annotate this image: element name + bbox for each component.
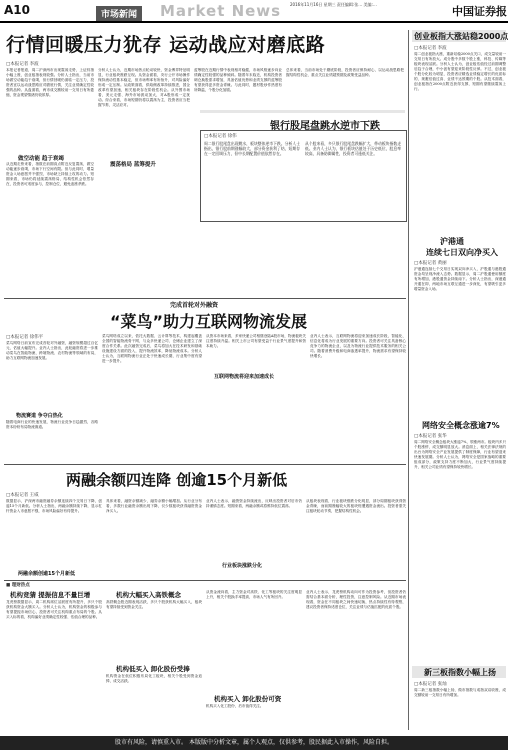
side-byline: □本报记者 徐伟	[204, 134, 237, 139]
bottom-body-4: 从资金流向看，主力资金对高铁、化工等板块的关注度明显上升，相关个股换手率提高，市场人气有所回升。	[206, 590, 302, 599]
lower-byline: □本报记者 王威	[6, 493, 39, 498]
section-english-name: Market News	[160, 2, 282, 20]
lead-byline: □本报记者 李波	[6, 62, 39, 67]
middle-body-col4: 业内人士表示，互联网物流将迎来加速成长阶段，智能化、信息化将成为行业发展的重要方向。投资者可关注具备核心竞争力的物流企业，以及为物流行业提供技术服务的相关公司。随着消费升级和电商渗透率提升，物流需求有望保持较快增长。	[310, 334, 406, 358]
bottom-headline-4: 机构买入 卸化股份可资	[214, 695, 282, 703]
section-name: 市场新闻	[96, 6, 142, 21]
bottom-headline-1: 机构竞猜 提振信息不量巨增	[10, 591, 91, 599]
middle-body-col3: 从资本市场来看，多家快递公司相继登陆A股市场，物流板块关注度持续升温。相关上市公司有望受益于行业景气度提升和资本助力。	[206, 334, 306, 348]
lead-body-col4: 总体来看，当前市场处于磨底阶段，投资者应保持耐心，以运动战思路把握结构性机会，重点关注业绩超预期及政策受益品种。	[286, 68, 404, 77]
middle-body-col1b: 随着电商行业的快速发展，物流行业竞争日趋激烈，各路资本纷纷布局物流赛道。	[6, 420, 98, 429]
lead-headline: 行情回暖压力犹存 运动战应对磨底路	[6, 34, 326, 56]
issue-meta: 2016年11月16日 星期三 责任编辑:张… 美编:…	[290, 2, 377, 7]
right-headline-2b: 连续七日双向净买入	[426, 248, 498, 257]
middle-subhead-1: 物流赛道 争夺白热化	[16, 413, 63, 419]
lead-body-col1b: 从近期走势来看，指数在前期高点附近反复震荡，做空动能逐步衰竭，市场下行空间有限。但与此同时，增量资金入场意愿并不强烈，市场缺乏持续上攻的动力。短期来看，市场仍将延续震荡格局，结构性机会依然存在，投资者可适度参与，控制仓位，避免追涨杀跌。	[6, 162, 94, 186]
lower-body-col4: 从板块表现看，行业板块涨跌分化明显，部分周期板块获得资金青睐，而前期涨幅较大的板块则遭遇资金流出。投资者需关注板块轮动节奏，把握结构性机会。	[306, 499, 406, 513]
right-byline-3: □本报记者 张华	[414, 434, 447, 439]
lead-body-col2: 分析人士认为，近期市场热点轮动较快，资金博弈特征明显，行业板块涨跌互现。从资金面看，央行公开市场操作保持流动性基本稳定，但市场利率有所抬升，对风险偏好形成一定压制。从政策面看，供给侧改革持续推进，国企改革有望加速，相关板块存在阶段性机会。从外围市场看，美元走强、海外市场波动加大，对A股形成一定扰动。综合来看，市场短期仍将以震荡为主，投资者应当把握节奏，灵活应对。	[98, 68, 190, 107]
lower-body-col1: 数据显示，沪深两市融资融券余额连续四个交易日下降，创逾15个月新低。分析人士指出，两融余额持续下降，显示杠杆资金入市意愿不强，市场风险偏好有待提升。	[6, 499, 102, 513]
right-headline-3: 网络安全概念涨逾7%	[422, 421, 500, 430]
bottom-body-3: 机构资金在低位积极布局化工板块，相关个股受到资金追捧，成交活跃。	[106, 674, 202, 683]
middle-byline: □本报记者 徐伟平	[6, 335, 44, 340]
lower-body-col2: 具体来看，融资余额减少，融券余额小幅增加。从行业分布看，多数行业融资余额出现下降，仅少数板块获得融资资金净买入。	[106, 499, 202, 513]
right-headline-2: 沪港通	[440, 237, 464, 246]
lower-headline: 两融余额四连降 创逾15个月新低	[66, 471, 288, 489]
right-body-2: 沪港通连续七个交易日实现双向净买入，沪股通与港股通资金均呈现净流入态势。数据显示，周二沪股通使用额度有所增加，港股通资金持续南下。分析人士指出，深港通开通在即，两地市场互联互通进一步深化，有望吸引更多增量资金入场。	[414, 267, 506, 291]
footer-disclaimer: 股市有风险，请慎重入市。 本版版中分析文章，属个人观点，仅供参考，股民据此入市操作，风险自担。	[0, 736, 508, 750]
bottom-body-1: 龙虎榜数据显示，周二机构席位活跃度有所提升，多只个股获机构资金大额买入。分析人士认为，机构资金的积极参与有望提振市场信心，投资者可关注机构重点布局的个股。从买入标的看，机构偏好业绩确定性较强、估值合理的品种。	[6, 600, 102, 619]
middle-headline: “菜鸟”助力互联网物流发展	[110, 312, 308, 331]
middle-kicker: 完成首轮对外融资	[170, 302, 219, 309]
right-body-1: 周二创业板指大涨，重新站稳2000点关口，成交量较前一交易日有所放大。成分股中多数个股上涨，科技、传媒等板块表现活跃。分析人士认为，创业板估值经过前期调整后趋于合理，中小创有望迎来阶段性反弹。不过，创业板个股分化较为明显，投资者应精选业绩稳定增长的优质标的，规避估值过高、业绩不达预期的个股。从技术面看，创业板指在2000点附近获得支撑，短期有望继续震荡上行。	[414, 52, 506, 91]
lower-body-col3: 业内人士表示，融资资金持续流出，反映出投资者对后市仍持谨慎态度。短期来看，两融余额或将维持低位震荡。	[206, 499, 302, 508]
bottom-label: ■ 理财热点	[6, 583, 30, 588]
lower-subhead-2: 行业板块涨跌分化	[222, 563, 263, 569]
middle-subhead-2: 互联网物流将迎来加速成长	[214, 374, 275, 380]
middle-body-col1: 菜鸟网络日前宣布完成首轮对外融资，融资规模超过百亿元，估值大幅提升。业内人士指出，此轮融资将进一步推动菜鸟在智能物流、跨境物流、农村物流等领域的布局，助力互联网物流加速发展。	[6, 341, 98, 360]
right-byline-2: □本报记者 黄丽	[414, 261, 447, 266]
right-body-3: 周二网络安全概念板块大涨逾7%，领涨两市。板块内多只个股涨停，成交额明显放大。消息面上，相关法律法规的出台为网络安全产业发展提供了制度保障，行业有望迎来快速发展期。分析人士认为，网络安全是国家战略的重要组成部分，政策支持力度不断加大，行业景气度持续提升，相关公司业绩有望保持较快增长。	[414, 440, 506, 469]
right-byline-1: □本报记者 李波	[414, 46, 447, 51]
masthead	[0, 0, 508, 22]
bottom-body-6: 业内人士表示，龙虎榜机构动向可作为投资参考，但投资者仍需结合基本面分析，理性投资，注意控制风险。从近期市场表现看，资金在不同板块之间快速切换，热点持续性有待观察，建议投资者保持适度仓位，关注业绩与估值匹配的优质个股。	[306, 590, 406, 609]
right-body-4: 周二新三板指数小幅上扬，做市指数与成指双双收涨，成交额较前一交易日有所增加。	[414, 688, 506, 697]
side-story-box	[200, 130, 407, 222]
lead-subhead-2: 震荡格局 蓝筹提升	[110, 162, 156, 168]
side-headline: 银行股尾盘跳水逆市下跌	[270, 121, 380, 132]
bottom-headline-2: 机构大幅买入高铁概念	[116, 591, 181, 599]
bottom-body-2: 高铁概念股近期表现活跃，多只个股获机构大幅买入，板块有望持续受到资金关注。	[106, 600, 202, 609]
lead-subhead-1: 做空动能 趋于衰竭	[18, 156, 64, 162]
newspaper-brand: 中国证券报	[452, 5, 507, 18]
side-body-col1: 周二银行股尾盘出现跳水，板块整体逆市下跌。分析人士指出，银行股前期涨幅较大，部分资金获利了结，短期存在一定回调压力，但中长期配置价值依然存在。	[204, 141, 300, 156]
right-headline-4: 新三板指数小幅上扬	[424, 668, 496, 677]
middle-body-col2: 菜鸟网络成立以来，依托大数据、云计算等技术，构建起覆盖全国的智能物流骨干网，与众多快递公司、仓储企业建立了深度合作关系。此次融资完成后，菜鸟将加大在技术研发和基础设施建设方面的投入，提升物流效率，降低物流成本。分析人士认为，互联网物流行业正处于快速成长期，行业集中度有望进一步提升。	[102, 334, 202, 363]
page-number: A10	[4, 3, 30, 17]
lead-body-col3: 蓝筹股在近期行情中表现相对稳健，市场风格逐步向业绩确定性较强的品种倾斜。随着年末临近，机构投资者调仓换股需求增加，具备估值优势和业绩支撑的蓝筹股有望获得更多资金青睐。与此同时，题材股炒作热度有所降温，个股分化加剧。	[194, 68, 282, 92]
bottom-headline-3: 机构低买入 卸化股份受捧	[116, 665, 190, 673]
right-byline-4: □本报记者 张灿	[414, 682, 447, 687]
bottom-body-5: 机构买入化工股份，后市值得关注。	[206, 704, 264, 708]
lower-subhead-1: 两融余额创逾15个月新低	[18, 571, 75, 577]
masthead-rule	[0, 21, 508, 23]
side-body-col2: 从个股来看，多只银行股尾盘跌幅扩大，带动板块指数走低。业内人士认为，银行板块估值处于历史低位，股息率较高，具备防御属性，投资者可逢低关注。	[305, 141, 401, 156]
lead-body-col1: 本报记者报道，周二沪深两市出现震荡走势，上证综指小幅上涨，创业板指表现较强。分析人士指出，当前市场做空动能趋于衰竭，但行情回暖仍面临一定压力，投资者宜以运动战思路应对磨底行情，关注业绩确定性较强的品种。从盘面看，两市成交额较前一交易日有所萎缩，资金观望情绪仍较浓厚。	[6, 68, 94, 97]
right-headline-1: 创业板指大涨站稳2000点	[414, 32, 508, 41]
